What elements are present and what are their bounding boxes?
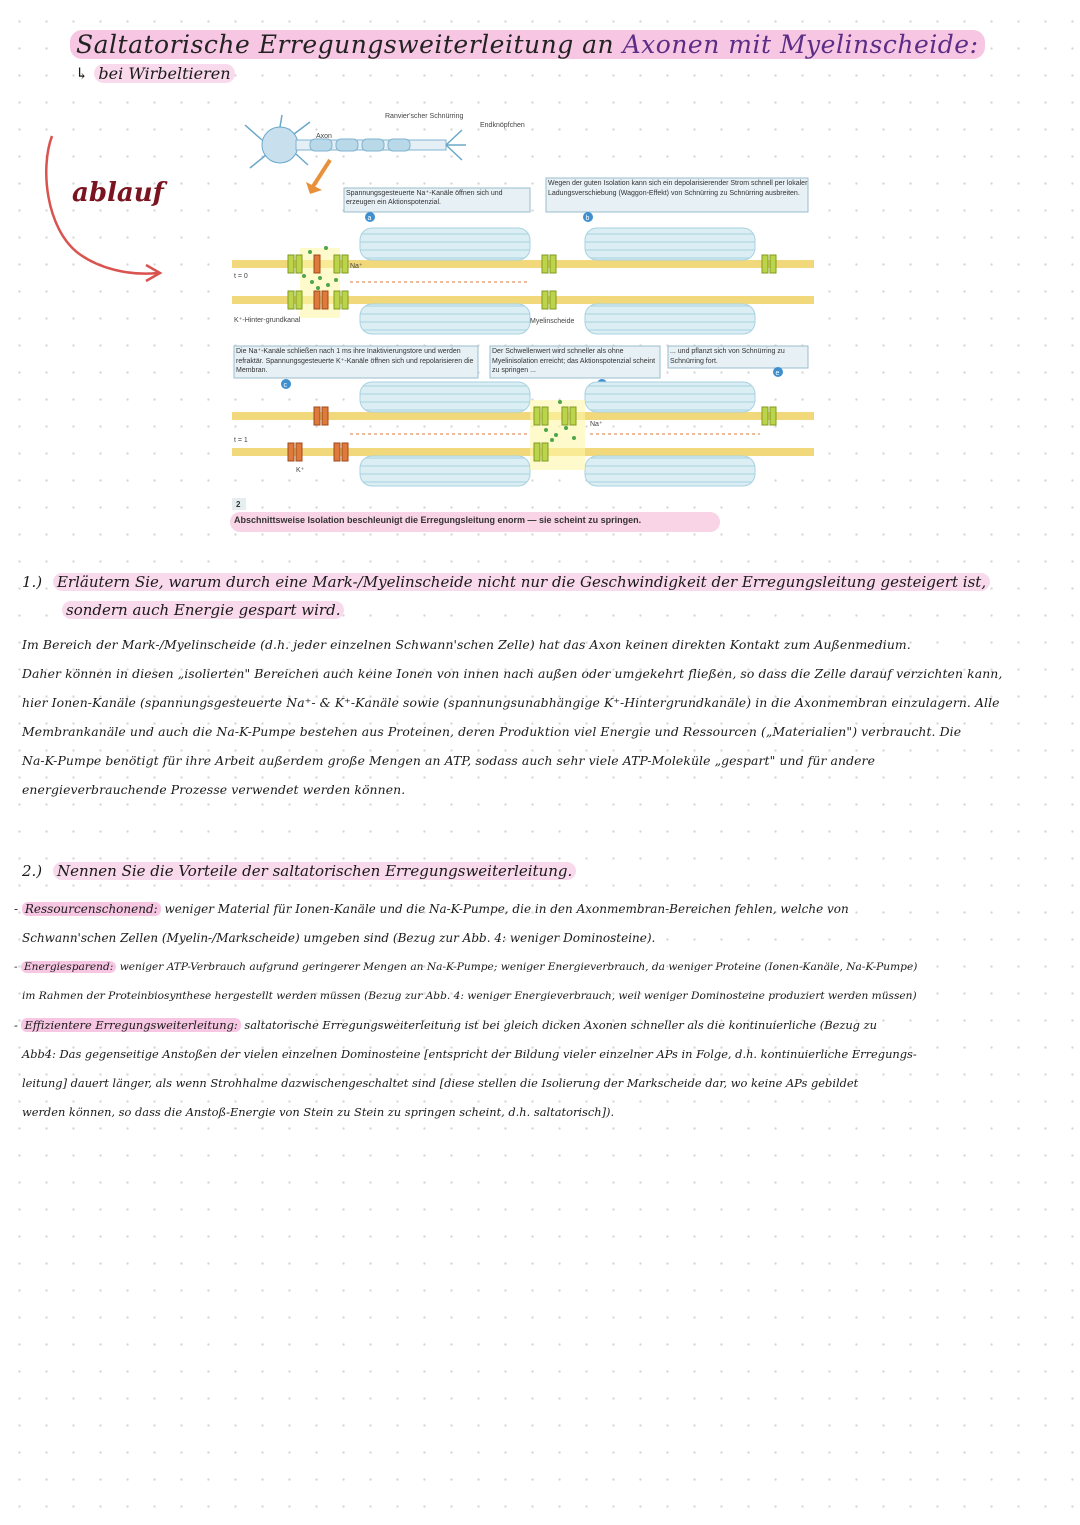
question-2 — [22, 862, 576, 880]
box-a-text: Spannungsgesteuerte Na⁺-Kanäle öffnen sich und erzeugen ein Aktionspotenzial. — [346, 190, 503, 206]
neuron-sketch — [245, 115, 466, 194]
figure-caption-text: Abschnittsweise Isolation beschleunigt die Erregungsleitung enorm — sie scheint zu springen. — [234, 515, 642, 525]
answer-1-line: Im Bereich der Mark-/Myelinscheide (d.h. jeder einzelnen Schwann'schen Zelle) hat das Axon keinen direkten Kontakt zum Außenmedium. — [22, 637, 911, 652]
question-2-text: Nennen Sie die Vorteile der saltatorischen Erregungsweiterleitung. — [53, 862, 576, 880]
ablauf-label: ablauf — [72, 178, 164, 208]
list-item: - Energiesparend: weniger ATP-Verbrauch aufgrund geringerer Mengen an Na-K-Pumpe; weniger Energieverbrauch, da weniger Proteine (Ionen-Kanäle, Na-K-Pumpe) — [14, 961, 918, 973]
question-1-number: 1.) — [22, 573, 43, 591]
answer-1-line: Daher können in diesen „isolierten" Bereichen auch keine Ionen von innen nach außen oder umgekehrt fließen, so dass die Zelle darauf verzichten kann, — [22, 666, 1003, 681]
marker-b-letter: b — [585, 215, 590, 222]
figure-caption — [230, 512, 720, 532]
item-3-line-1: saltatorische Erregungsweiterleitung ist bei gleich dicken Axonen schneller als die kontinuierliche (Bezug zu — [244, 1018, 877, 1032]
page-title — [70, 30, 985, 59]
label-endknoepfchen: Endknöpfchen — [480, 122, 525, 129]
ablauf-arrow-icon — [38, 128, 178, 288]
list-item-cont: Abb4: Das gegenseitige Anstoßen der vielen einzelnen Dominosteine [entspricht der Bildung vieler einzelner APs in Folge, d.h. kontinuierliche Erregungs- — [22, 1047, 917, 1061]
answer-1-line: hier Ionen-Kanäle (spannungsgesteuerte Na⁺- & K⁺-Kanäle sowie (spannungsunabhängige K⁺-Hintergrundkanäle) in die Axonmembran einzulagern. Alle — [22, 695, 1000, 710]
subtitle-arrow: ↳ — [75, 64, 89, 83]
axon-figure — [230, 110, 820, 530]
item-1-line-1: weniger Material für Ionen-Kanäle und die Na-K-Pumpe, die in den Axonmembran-Bereichen fehlen, welche von — [164, 902, 849, 916]
answer-1 — [22, 630, 1067, 804]
marker-a-letter: a — [367, 215, 372, 222]
box-e-text: ... und pflanzt sich von Schnürring zu Schnürring fort. — [670, 348, 785, 365]
label-k-channel: K⁺-Hinter-grundkanal — [234, 317, 301, 324]
item-3-head: Effizientere Erregungsweiterleitung: — [21, 1018, 240, 1032]
list-item: - Effizientere Erregungsweiterleitung: saltatorische Erregungsweiterleitung ist bei gleich dicken Axonen schneller als die kontinuierliche (Bezug zu — [14, 1018, 877, 1032]
question-1-line-2: sondern auch Energie gespart wird. — [62, 601, 344, 619]
subtitle-text: bei Wirbeltieren — [94, 64, 234, 83]
panel-t0 — [232, 226, 814, 334]
list-item-cont: im Rahmen der Proteinbiosynthese hergestellt werden müssen (Bezug zur Abb. 4: weniger Energieverbrauch, weil weniger Dominosteine produziert werden müssen) — [22, 990, 917, 1002]
title-part-2: Axonen mit Myelinscheide: — [622, 30, 979, 59]
label-t1: t = 1 — [234, 437, 248, 444]
panel-t1 — [232, 382, 814, 486]
box-b-text: Wegen der guten Isolation kann sich ein depolarisierender Strom schnell per lokaler Ladungsverschiebung (Waggon-Effekt) von Schnürring zu Schnürring ausbreiten. — [548, 180, 808, 197]
question-1-line-1: Erläutern Sie, warum durch eine Mark-/Myelinscheide nicht nur die Geschwindigkeit der Erregungsleitung gesteigert ist, — [53, 573, 990, 591]
fig-number: 2 — [236, 500, 241, 509]
title-part-1: Saltatorische Erregungsweiterleitung an — [76, 30, 615, 59]
item-1-head: Ressourcenschonend: — [22, 902, 161, 916]
list-item-cont: leitung] dauert länger, als wenn Strohhalme dazwischengeschaltet sind [diese stellen die Isolierung der Markscheide dar, wo keine APs gebildet — [22, 1076, 859, 1090]
subtitle — [75, 64, 235, 83]
box-c-text: Die Na⁺-Kanäle schließen nach 1 ms ihre Inaktivierungstore und werden refraktär. Spannungsgesteuerte K⁺-Kanäle öffnen sich und repolarisieren die Membran. — [236, 348, 474, 374]
box-d-text: Der Schwellenwert wird schneller als ohne Myelinisolation erreicht; das Aktionspotenzial scheint zu springen ... — [492, 348, 656, 374]
question-1 — [22, 568, 1062, 624]
answer-1-line: Membrankanäle und auch die Na-K-Pumpe bestehen aus Proteinen, deren Produktion viel Energie und Ressourcen („Materialien") verbraucht. Die — [22, 724, 962, 739]
label-axon: Axon — [316, 133, 332, 140]
item-2-head: Energiesparend: — [21, 961, 116, 973]
label-t0: t = 0 — [234, 273, 248, 280]
list-item: - Ressourcenschonend: weniger Material für Ionen-Kanäle und die Na-K-Pumpe, die in den Axonmembran-Bereichen fehlen, welche von — [14, 902, 849, 916]
label-na-1: Na⁺ — [350, 263, 363, 270]
item-2-line-1: weniger ATP-Verbrauch aufgrund geringerer Mengen an Na-K-Pumpe; weniger Energieverbrauch, da weniger Proteine (Ionen-Kanäle, Na-K-Pumpe) — [119, 961, 918, 973]
list-item-cont: werden können, so dass die Anstoß-Energie von Stein zu Stein zu springen scheint, d.h. saltatorisch]). — [22, 1105, 615, 1119]
answer-1-line: Na-K-Pumpe benötigt für ihre Arbeit außerdem große Mengen an ATP, sodass auch sehr viele ATP-Moleküle „gespart" und für andere — [22, 753, 876, 768]
question-2-number: 2.) — [22, 862, 43, 880]
label-ranvier: Ranvier'scher Schnürring — [385, 113, 464, 120]
axon-diagram — [230, 110, 820, 530]
label-myelin: Myelinscheide — [530, 318, 575, 325]
marker-e-letter: e — [775, 370, 780, 377]
list-item-cont: Schwann'schen Zellen (Myelin-/Markscheide) umgeben sind (Bezug zur Abb. 4: weniger Dominosteine). — [22, 931, 656, 945]
answer-1-line: energieverbrauchende Prozesse verwendet werden können. — [22, 782, 406, 797]
advantages-list — [14, 895, 1074, 1127]
label-k: K⁺ — [296, 467, 305, 474]
label-na-2: Na⁺ — [590, 421, 603, 428]
marker-c-letter: c — [283, 382, 287, 389]
